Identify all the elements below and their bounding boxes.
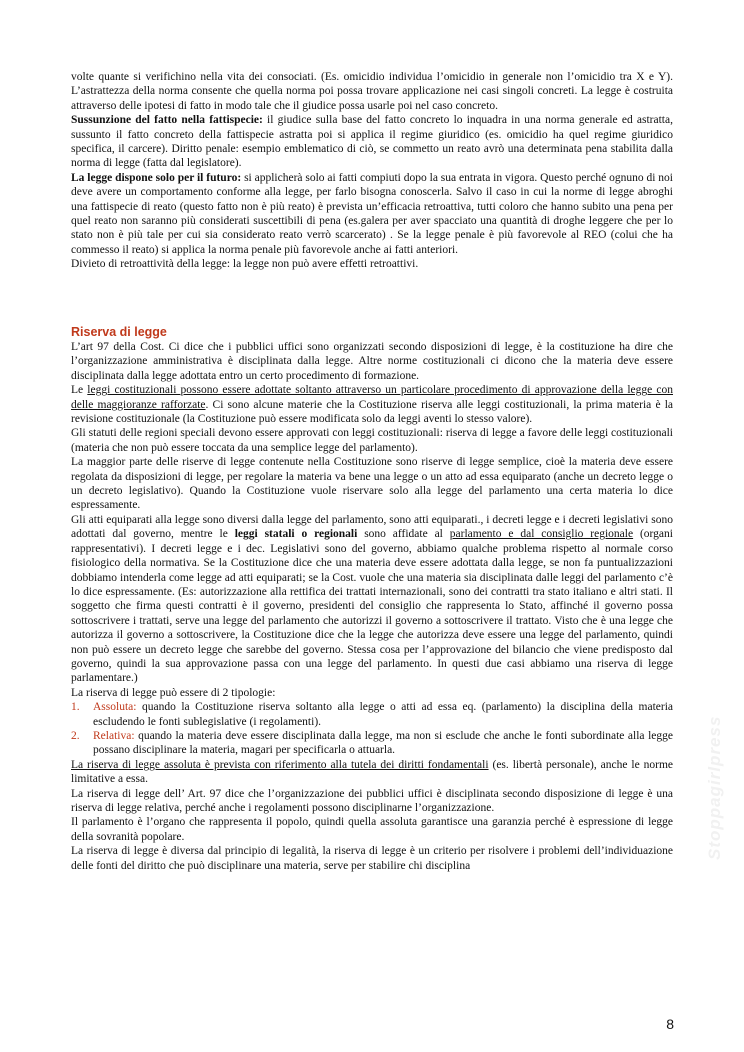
paragraph xyxy=(71,171,673,257)
paragraph: La maggior parte delle riserve di legge contenute nella Costituzione sono riserve di legge semplice, cioè la materia deve essere regolata da disposizioni di legge, per regolare la materia va bene una legge o un atto ad essa equiparato (anche un decreto legge o un decreto legislativo). Quando la Costituzione vuole riservare solo alla legge del parlamento una certa materia lo dice espressamente. xyxy=(71,456,673,512)
paragraph-text: il giudice sulla base del fatto concreto lo inquadra in una norma generale ed astratta, sussunto il fatto concreto della fattispecie astratta poi si applica il regime giuridico (es. omicidio ha quel regime giuridico specifica, il carcere). Diritto penale: esempio emblematico di ciò, se commetto un reato avrò una determinata pena stabilita dalla norma di legge (fatta dal legislatore). xyxy=(71,114,673,170)
list-number: 2. xyxy=(71,729,80,742)
text-block-main xyxy=(71,340,673,873)
paragraph-text: Le xyxy=(71,384,88,397)
list-term: Assoluta: xyxy=(93,701,137,714)
paragraph xyxy=(71,113,673,171)
bold-term: Sussunzione del fatto nella fattispecie: xyxy=(71,114,263,127)
underlined-text: parlamento e dal consiglio regionale xyxy=(449,528,634,541)
underlined-text: La riserva di legge assoluta è prevista con riferimento alla tutela dei diritti fondamentali xyxy=(71,758,489,771)
paragraph-text: . Ci sono alcune materie che la Costituzione riserva alle leggi costituzionali, la prima materia è la revisione costituzionale (la Costituzione può essere modificata solo da leggi aventi lo stesso valore). xyxy=(71,398,673,426)
list-number: 1. xyxy=(71,701,80,714)
underlined-text: leggi costituzionali possono essere adottate soltanto attraverso un particolare procedimento di approvazione della legge con delle maggioranze rafforzate xyxy=(71,384,673,411)
paragraph-text: si applicherà solo ai fatti compiuti dopo la sua entrata in vigora. Questo perché ognuno di noi deve avere un comportamento conforme alla legge, per farlo bisogna conoscerla. Salvo il caso in cui la norme di legge abroghi una fattispecie di reato (questo fatto non è più reato) è prevista un’efficacia retroattiva, tutti coloro che hanno subito una pena per quel reato non saranno più considerati suscettibili di pena (es.galera per aver spacciato una quantità di droghe leggere che per lo stato non è più tale per cui sia considerato reato verrò scarcerato) . Se la legge penale è più favorevole al REO (colui che ha commesso il reato) si applica la norma penale più favorevole anche ai fatti anteriori. xyxy=(71,171,674,256)
list-text: quando la materia deve essere disciplinata dalla legge, ma non si esclude che anche le fonti subordinate alla legge possano disciplinare la materia, magari per specificarla o attuarla. xyxy=(93,729,673,757)
list-text: quando la Costituzione riserva soltanto alla legge o atti ad essa eq. (parlamento) la disciplina della materia escludendo le fonti sublegislative (i regolamenti). xyxy=(93,701,673,728)
section-title: Riserva di legge xyxy=(71,325,167,339)
watermark: Stoppagirlpress xyxy=(705,715,724,860)
paragraph: La riserva di legge è diversa dal principio di legalità, la riserva di legge è un criterio per risolvere i problemi dell’individuazione delle fonti del diritto che può disciplinare una materia, serve per stabilire chi disciplina xyxy=(71,845,673,872)
paragraph: volte quante si verifichino nella vita dei consociati. (Es. omicidio individua l’omicidio in generale non l’omicidio tra X e Y). L’astrattezza della norma consente che quella norma poi possa trovare applicazione nei casi singoli concreti. La legge è costruita attraverso delle ipotesi di fatto in modo tale che il giudice possa usarle poi nel caso concreto. xyxy=(71,71,673,112)
list-item xyxy=(71,700,673,729)
paragraph: Gli statuti delle regioni speciali devono essere approvati con leggi costituzionali: riserva di legge a favore delle leggi costituzionali (materia che non può essere toccata da una semplice legge del parlamento). xyxy=(71,427,673,454)
page-number: 8 xyxy=(666,1016,674,1032)
paragraph-text: (es. libertà personale), anche le norme limitative a essa. xyxy=(71,758,674,786)
bold-term: La legge dispone solo per il futuro: xyxy=(71,171,242,184)
list-term: Relativa: xyxy=(93,729,135,742)
paragraph: Divieto di retroattività della legge: la legge non può avere effetti retroattivi. xyxy=(71,258,419,271)
paragraph: L’art 97 della Cost. Ci dice che i pubblici uffici sono organizzati secondo disposizioni di legge, è la costituzione ha dire che l’organizzazione amministrativa è disciplinata dalla legge. Altre norme costituzionali ci dicono che la materia deve essere disciplinata dalla legge adottata entro un certo procedimento di formazione. xyxy=(71,341,673,382)
paragraph: Il parlamento è l’organo che rappresenta il popolo, quindi quella assoluta garantisce una garanzia perché è espressione di legge della sovranità popolare. xyxy=(71,816,673,843)
paragraph-text: Gli atti equiparati alla legge sono diversi dalla legge del parlamento, sono atti equiparati., i decreti legge e i decreti legislativi sono adottati dal governo, mentre le xyxy=(71,513,673,541)
paragraph-text: sono affidate al xyxy=(357,528,450,541)
paragraph xyxy=(71,383,673,426)
paragraph: La riserva di legge può essere di 2 tipologie: xyxy=(71,686,276,699)
paragraph xyxy=(71,513,673,686)
paragraph: La riserva di legge dell’ Art. 97 dice che l’organizzazione dei pubblici uffici è disciplinata secondo disposizione di legge è una riserva di legge relativa, perché anche i regolamenti possono disciplinarne l’organizzazione. xyxy=(71,787,673,814)
paragraph xyxy=(71,758,673,787)
bold-term: leggi statali o regionali xyxy=(234,528,358,541)
paragraph-text: (organi rappresentativi). I decreti legge e i dec. Legislativi sono del governo, abbiamo qualche problema rispetto al normale corso fisiologico della normativa. Se la Costituzione dice che una materia deve essere adottata dalla legge, se non fa puntualizzazioni dobbiamo intenderla come legge ad atti equiparati; se la Cost. vuole che una materia sia disciplinata dalle leggi del parlamento c’è lo dice espressamente. (Es: autorizzazione alla rettifica dei trattati internazionali, sono dei contratti tra stato italiano e altri stati. Il soggetto che firma questi contratti è il governo, presidenti del consiglio che rappresenta lo Stato, affinché il governo possa sottoscrivere i trattati, serve una legge del parlamento che autorizzi il governo a sottoscrivere il trattato. Visto che è una legge che autorizza il governo a sottoscrivere, la Costituzione dice che la legge che autorizza deve essere una legge del parlamento, quindi non può essere un decreto legge che sarebbe del governo. Stessa cosa per l’approvazione del bilancio che viene predisposto dal governo, quindi la sua approvazione passa con una legge del parlamento. In questi due casi abbiamo una riserva di legge parlamentare.) xyxy=(71,528,673,685)
text-block-top xyxy=(71,70,673,272)
list-item xyxy=(71,729,673,758)
